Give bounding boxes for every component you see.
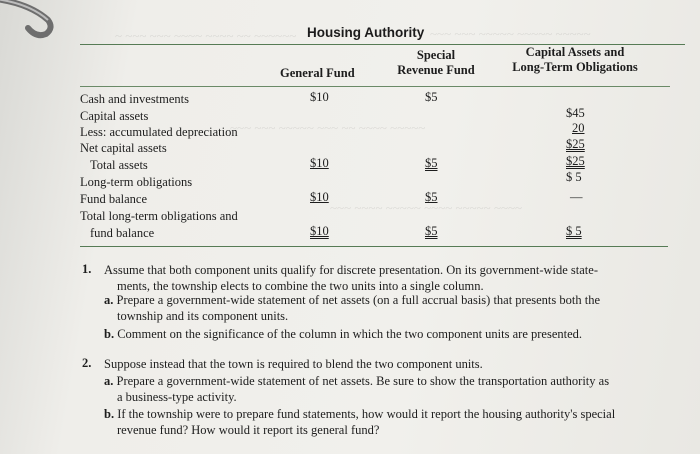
row-label: Less: accumulated depreciation (80, 125, 238, 139)
bleed-through-text: ~ ~~~ ~~~ ~~~~ ~~~~ ~~ ~~~~~~ (115, 28, 297, 43)
cell-capital: $ 5 (566, 170, 582, 184)
header-rule (80, 86, 670, 87)
question-1a: a. Prepare a government-wide statement of net assets (on a full accrual basis) that presents both the township and its component units. (104, 293, 601, 323)
cell-general: $10 (310, 156, 329, 170)
column-header-general-fund: General Fund (280, 66, 355, 80)
cell-capital: — (570, 190, 583, 204)
row-label: Long-term obligations (80, 175, 193, 189)
cell-general: $10 (310, 90, 329, 104)
cell-special: $5 (425, 224, 438, 238)
cell-capital: $ 5 (566, 224, 582, 238)
question-2a: a. Prepare a government-wide statement of net assets. Be sure to show the transportation authority as a business-type activity. (104, 374, 610, 404)
question-1-text: Assume that both component units qualify for discrete presentation. On its government-wide state- ments, the township elects to combine the two units into a single column. (104, 263, 598, 293)
cell-capital: $25 (566, 154, 585, 168)
bleed-through-text: ~~~ ~~~ ~~~~~ ~~~ ~~ ~~~~ ~~~~~ (230, 120, 426, 135)
table-title: Housing Authority (307, 25, 425, 40)
table-bottom-rule (80, 246, 668, 247)
question-2-text: Suppose instead that the town is required to blend the two component units. (104, 357, 483, 371)
row-label: Capital assets (80, 109, 149, 123)
row-label: Cash and investments (80, 92, 190, 106)
bleed-through-text: ~~~ ~~~ ~~~~~ ~~~~~ ~~~~~ (430, 26, 591, 41)
question-number: 2. (82, 356, 92, 370)
cell-special: $5 (425, 90, 438, 104)
bleed-through-text: ~~~ ~~~~ ~~~~~ ~~~~ ~~~~~ ~~~~ (330, 200, 523, 215)
cell-general: $10 (310, 224, 329, 238)
cell-special: $5 (425, 190, 438, 204)
row-label: Net capital assets (80, 141, 167, 155)
cell-capital: $45 (566, 106, 585, 120)
question-number: 1. (82, 262, 92, 276)
column-header-special-revenue: Special Revenue Fund (397, 48, 475, 77)
cell-capital: $25 (566, 137, 585, 151)
cell-special: $5 (425, 156, 438, 170)
binder-ring (0, 0, 98, 50)
question-2b: b. If the township were to prepare fund statements, how would it report the housing authority's special revenue fund? How would it report its general fund? (104, 407, 616, 437)
column-header-capital-assets: Capital Assets and Long-Term Obligations (512, 45, 638, 74)
question-1b: b. Comment on the significance of the column in which the two component units are presented. (104, 327, 583, 341)
row-label: Total long-term obligations and (80, 209, 238, 223)
row-label: Total assets (90, 158, 148, 172)
row-label: fund balance (90, 226, 155, 240)
cell-general: $10 (310, 190, 329, 204)
cell-capital: 20 (572, 121, 585, 135)
row-label: Fund balance (80, 192, 147, 206)
